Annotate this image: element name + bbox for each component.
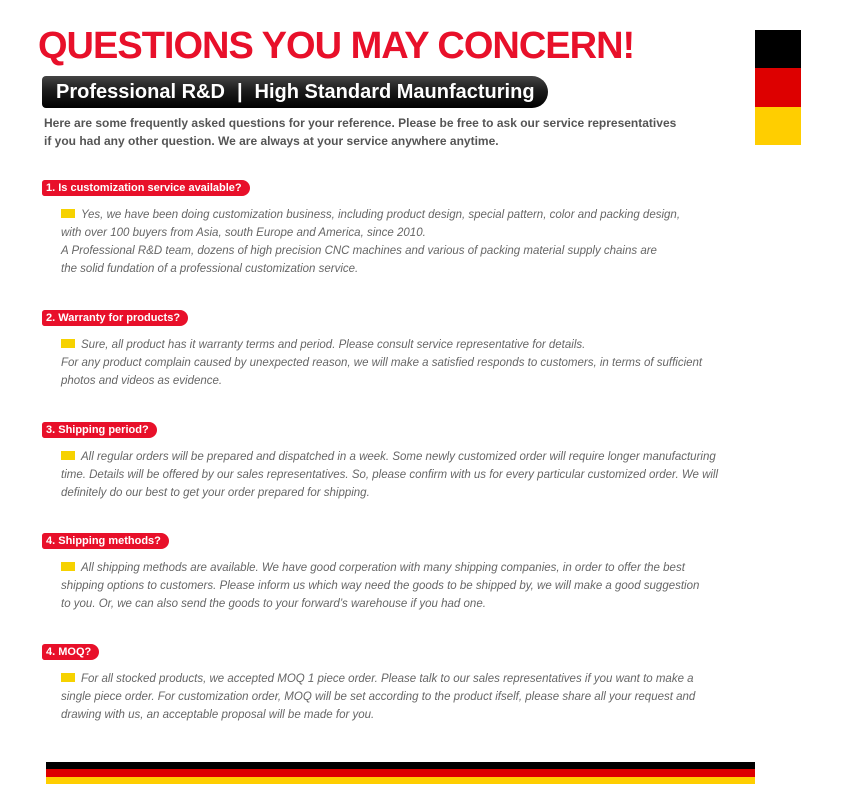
german-flag-vertical [755,30,801,145]
faq-answer [61,670,772,724]
faq-answer-line: Sure, all product has it warranty terms and period. Please consult service representative for details. [61,336,772,354]
faq-item [42,178,772,278]
flag-stripe-gold [46,777,755,784]
yellow-square-icon [61,339,75,348]
yellow-square-icon [61,673,75,682]
faq-answer-line: For all stocked products, we accepted MOQ 1 piece order. Please talk to our sales representatives if you want to make a [61,670,772,688]
faq-answer-line: photos and videos as evidence. [61,375,223,387]
banner-separator: | [236,81,243,103]
faq-answer [61,336,772,390]
flag-stripe-black [46,762,755,769]
intro-text [44,114,744,150]
faq-item [42,420,772,502]
yellow-square-icon [61,562,75,571]
banner-left-text: Professional R&D [56,81,225,103]
faq-answer-line: shipping options to customers. Please inform us which way need the goods to be shipped by, we will make a good suggestion [61,580,700,592]
faq-answer-line: the solid fundation of a professional customization service. [61,263,359,275]
faq-question-badge: 3. Shipping period? [42,422,157,438]
faq-item [42,308,772,390]
faq-answer [61,448,772,502]
faq-answer [61,559,772,613]
faq-answer [61,206,772,278]
faq-answer-line: to you. Or, we can also send the goods to your forward’s warehouse if you had one. [61,598,486,610]
faq-answer-line: drawing with us, an acceptable proposal will be made for you. [61,709,375,721]
faq-answer-line: Yes, we have been doing customization business, including product design, special pattern, color and packing design, [61,206,772,224]
faq-question-badge: 1. Is customization service available? [42,180,250,196]
tagline-banner [42,76,548,108]
yellow-square-icon [61,209,75,218]
faq-item [42,642,772,724]
german-flag-horizontal [46,762,755,784]
faq-question-badge: 4. Shipping methods? [42,533,169,549]
flag-stripe-gold [755,107,801,145]
faq-question-badge: 4. MOQ? [42,644,99,660]
flag-stripe-red [755,68,801,106]
yellow-square-icon [61,451,75,460]
faq-answer-line: with over 100 buyers from Asia, south Europe and America, since 2010. [61,227,426,239]
faq-question-badge: 2. Warranty for products? [42,310,188,326]
faq-answer-line: definitely do our best to get your order prepared for shipping. [61,487,370,499]
faq-answer-line: All shipping methods are available. We have good corperation with many shipping companies, in order to offer the best [61,559,772,577]
intro-line-1: Here are some frequently asked questions for your reference. Please be free to ask our service representatives [44,116,677,130]
faq-answer-line: time. Details will be offered by our sales representatives. So, please confirm with us for every particular customized order. We will [61,469,719,481]
flag-stripe-black [755,30,801,68]
faq-answer-line: single piece order. For customization order, MOQ will be set according to the product ifself, please share all your request and [61,691,696,703]
faq-item [42,531,772,613]
faq-answer-line: All regular orders will be prepared and dispatched in a week. Some newly customized order will require longer manufacturing [61,448,772,466]
faq-answer-line: For any product complain caused by unexpected reason, we will make a satisfied responds to customers, in terms of sufficient [61,357,703,369]
flag-stripe-red [46,769,755,776]
faq-answer-line: A Professional R&D team, dozens of high precision CNC machines and various of packing material supply chains are [61,245,657,257]
page-title: QUESTIONS YOU MAY CONCERN! [38,25,635,67]
intro-line-2: if you had any other question. We are always at your service anywhere anytime. [44,134,499,148]
banner-right-text: High Standard Maunfacturing [254,81,535,103]
